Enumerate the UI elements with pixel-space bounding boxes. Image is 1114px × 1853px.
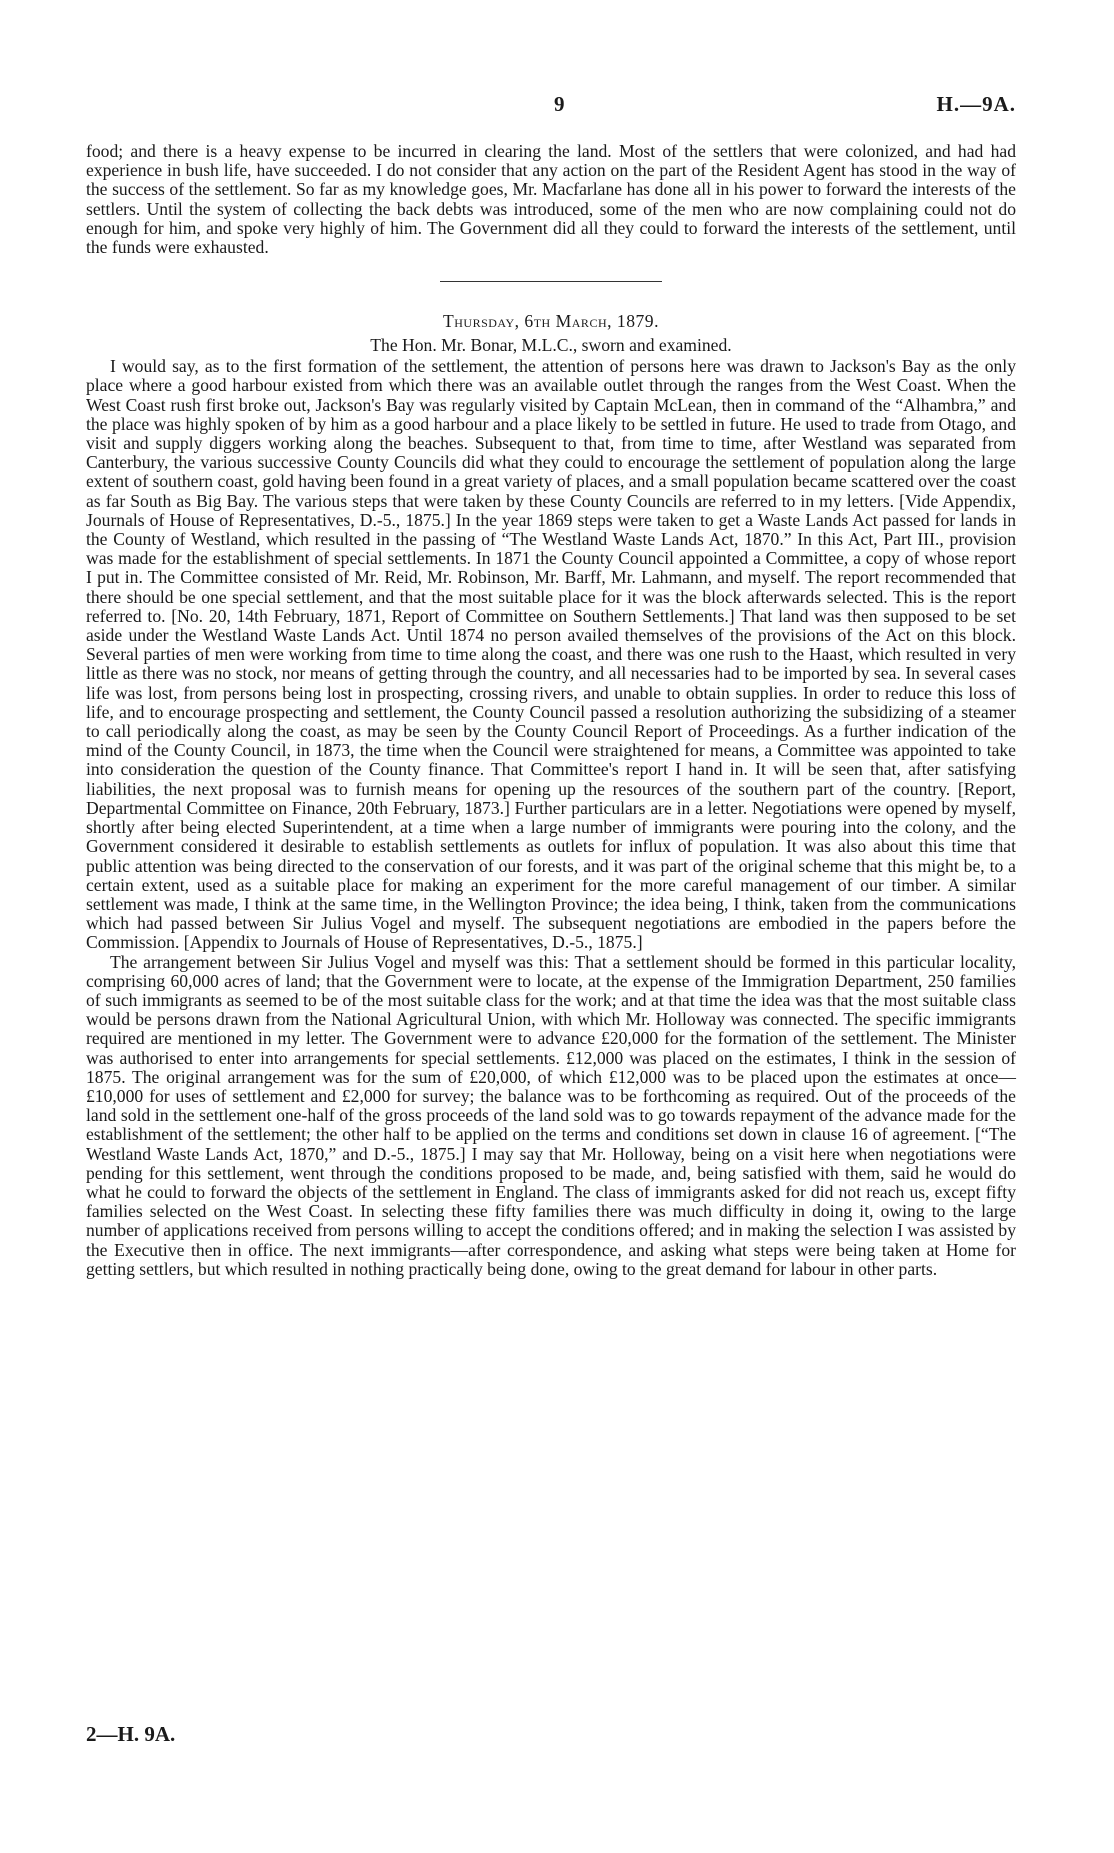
document-body	[86, 142, 1016, 1279]
signature-mark: 2—H. 9A.	[86, 1722, 176, 1746]
page-header	[86, 92, 1016, 118]
section-date: Thursday, 6th March, 1879.	[442, 311, 659, 332]
testimony-paragraph: The arrangement between Sir Julius Vogel and myself was this: That a settlement should be formed in this particular locality, comprising 60,000 acres of land; that the Government were to locate, at the expense of the Immigration Department, 250 families of such immigrants as seemed to be of the most suitable class for the work; and at that time the idea was that the most suitable class would be persons drawn from the National Agricultural Union, with which Mr. Holloway was connected. The specific immigrants required are mentioned in my letter. The Government were to advance £20,000 for the formation of the settlement. The Minister was authorised to enter into arrangements for special settlements. £12,000 was placed on the estimates, I think in the session of 1875. The original arrangement was for the sum of £20,000, of which £12,000 was to be placed upon the estimates at once—£10,000 for uses of settlement and £2,000 for survey; the balance was to be forthcoming as required. Out of the proceeds of the land sold in the settlement one-half of the gross proceeds of the land sold was to go towards repayment of the advance made for the establishment of the settlement; the other half to be applied on the terms and conditions set down in clause 16 of agreement. [“The Westland Waste Lands Act, 1870,” and D.-5., 1875.] I may say that Mr. Holloway, being on a visit here when negotiations were pending for this settlement, went through the conditions proposed to be made, and, being satisfied with them, said he would do what he could to forward the objects of the settlement in England. The class of immigrants asked for did not reach us, except fifty families selected on the West Coast. In selecting these fifty families there was much difficulty in doing it, owing to the large number of applications received from persons willing to accept the conditions offered; and in making the selection I was assisted by the Executive then in office. The next immigrants—after correspondence, and asking what steps were being taken at Home for getting settlers, but which resulted in nothing practically being done, owing to the great demand for labour in other parts.	[86, 951, 1016, 1279]
section-divider	[440, 281, 662, 282]
document-reference: H.—9A.	[936, 92, 1016, 116]
witness-heading: The Hon. Mr. Bonar, M.L.C., sworn and examined.	[370, 335, 732, 356]
page-number: 9	[554, 92, 565, 116]
intro-paragraph: food; and there is a heavy expense to be incurred in clearing the land. Most of the settlers that were colonized, and had had experience in bush life, have succeeded. I do not consider that any action on the part of the Resident Agent has stood in the way of the success of the settlement. So far as my knowledge goes, Mr. Macfarlane has done all in his power to forward the interests of the settlers. Until the system of collecting the back debts was introduced, some of the men who are now complaining could not do enough for him, and spoke very highly of him. The Government did all they could to forward the interests of the settlement, until the funds were exhausted.	[86, 141, 1016, 258]
testimony-paragraph: I would say, as to the first formation of the settlement, the attention of persons here was drawn to Jackson's Bay as the only place where a good harbour existed from which there was an available outlet through the ranges from the West Coast. When the West Coast rush first broke out, Jackson's Bay was regularly visited by Captain McLean, then in command of the “Alhambra,” and the place was highly spoken of by him as a good harbour and a place likely to be settled in future. He used to trade from Otago, and visit and supply diggers working along the beaches. Subsequent to that, from time to time, after Westland was separated from Canterbury, the various successive County Councils did what they could to encourage the settlement of population along the large extent of southern coast, gold having been found in a great variety of places, and a small population became scattered over the coast as far South as Big Bay. The various steps that were taken by these County Councils are referred to in my letters. [Vide Appendix, Journals of House of Representatives, D.-5., 1875.] In the year 1869 steps were taken to get a Waste Lands Act passed for lands in the County of Westland, which resulted in the passing of “The Westland Waste Lands Act, 1870.” In this Act, Part III., provision was made for the establishment of special settlements. In 1871 the County Council appointed a Committee, a copy of whose report I put in. The Committee consisted of Mr. Reid, Mr. Robinson, Mr. Barff, Mr. Lahmann, and myself. The report recommended that there should be one special settlement, and that the most suitable place for it was the block afterwards selected. This is the report referred to. [No. 20, 14th February, 1871, Report of Committee on Southern Settlements.] That land was then supposed to be set aside under the Westland Waste Lands Act. Until 1874 no person availed themselves of the provisions of the Act on this block. Several parties of men were working from time to time along the coast, and there was one rush to the Haast, which resulted in very little as there was no stock, nor means of getting through the country, and all necessaries had to be imported by sea. In several cases life was lost, from persons being lost in prospecting, crossing rivers, and unable to obtain supplies. In order to reduce this loss of life, and to encourage prospecting and settlement, the County Council passed a resolution authorizing the subsidizing of a steamer to call periodically along the coast, as may be seen by the County Council Report of Proceedings. As a further indication of the mind of the County Council, in 1873, the time when the Council were straightened for means, a Committee was appointed to take into consideration the question of the County finance. That Committee's report I hand in. It will be seen that, after satisfying liabilities, the next proposal was to furnish means for opening up the resources of the southern part of the country. [Report, Departmental Committee on Finance, 20th February, 1873.] Further particulars are in a letter. Negotiations were opened by myself, shortly after being elected Superintendent, at a time when a large number of immigrants were pouring into the colony, and the Government considered it desirable to establish settlements as outlets for influx of population. It was also about this time that public attention was being directed to the conservation of our forests, and it was part of the original scheme that this might be, to a certain extent, used as a suitable place for making an experiment for the more careful management of our timber. A similar settlement was made, I think at the same time, in the Wellington Province; the idea being, I think, taken from the communications which had passed between Sir Julius Vogel and myself. The subsequent negotiations are embodied in the papers before the Commission. [Appendix to Journals of House of Representatives, D.-5., 1875.]	[86, 356, 1016, 953]
